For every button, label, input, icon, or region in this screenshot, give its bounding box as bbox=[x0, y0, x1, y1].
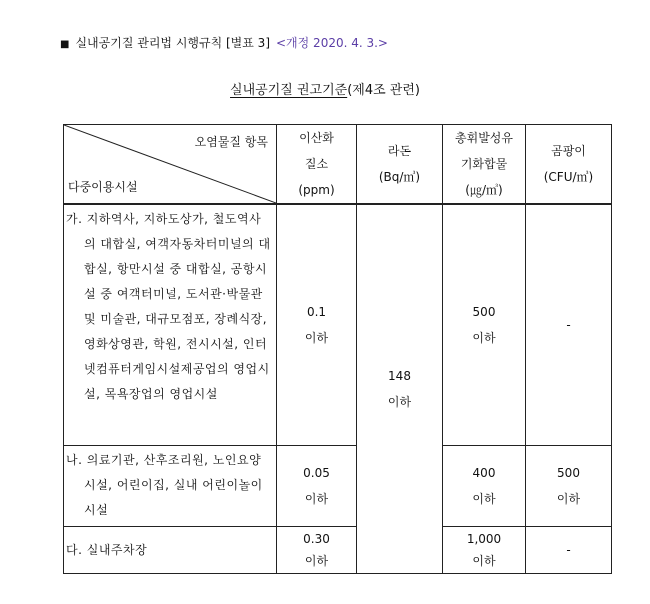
table-row bbox=[64, 527, 612, 574]
voc-value-da: 1,000 이하 bbox=[443, 527, 526, 574]
revision-note: <개정 2020. 4. 3.> bbox=[276, 36, 388, 50]
facility-cell-ga: 가. 지하역사, 지하도상가, 철도역사의 대합실, 여객자동차터미널의 대합실, 항만시설 중 대합실, 공항시설 중 여객터미널, 도서관·박물관 및 미술관, 대규모점포, 장례식장, 영화상영관, 학원, 전시시설, 인터넷컴퓨터게임시설제공업의 영업시설, 목욕장업의 영업시설 bbox=[64, 204, 277, 446]
square-bullet-icon: ■ bbox=[60, 39, 70, 50]
column-header-radon: 라돈 (Bq/㎥) bbox=[357, 125, 443, 205]
title-sub: (제4조 관련) bbox=[347, 83, 420, 98]
no2-value-da: 0.30 이하 bbox=[277, 527, 357, 574]
law-reference: 실내공기질 관리법 시행규칙 [별표 3] bbox=[75, 36, 270, 50]
no2-value-na: 0.05 이하 bbox=[277, 446, 357, 527]
table-header-row bbox=[64, 125, 612, 205]
mold-value-ga: - bbox=[526, 204, 612, 446]
table-row bbox=[64, 204, 612, 446]
table-row bbox=[64, 446, 612, 527]
facility-cell-na: 나. 의료기관, 산후조리원, 노인요양시설, 어린이집, 실내 어린이놀이시설 bbox=[64, 446, 277, 527]
document-title bbox=[0, 79, 650, 98]
column-header-voc: 총휘발성유 기화합물 (㎍/㎥) bbox=[443, 125, 526, 205]
facility-label: 다중이용시설 bbox=[68, 180, 138, 194]
document-header bbox=[60, 34, 388, 51]
column-header-mold: 곰팡이 (CFU/㎥) bbox=[526, 125, 612, 205]
mold-value-na: 500 이하 bbox=[526, 446, 612, 527]
facility-cell-da: 다. 실내주차장 bbox=[64, 527, 277, 574]
indoor-air-standards-table bbox=[63, 124, 612, 574]
radon-value-all: 148 이하 bbox=[357, 204, 443, 574]
voc-value-ga: 500 이하 bbox=[443, 204, 526, 446]
no2-value-ga: 0.1 이하 bbox=[277, 204, 357, 446]
voc-value-na: 400 이하 bbox=[443, 446, 526, 527]
pollutant-items-label: 오염물질 항목 bbox=[194, 135, 268, 149]
column-header-no2: 이산화 질소 (ppm) bbox=[277, 125, 357, 205]
title-main: 실내공기질 권고기준 bbox=[230, 83, 348, 98]
mold-value-da: - bbox=[526, 527, 612, 574]
corner-header-cell bbox=[64, 125, 277, 205]
